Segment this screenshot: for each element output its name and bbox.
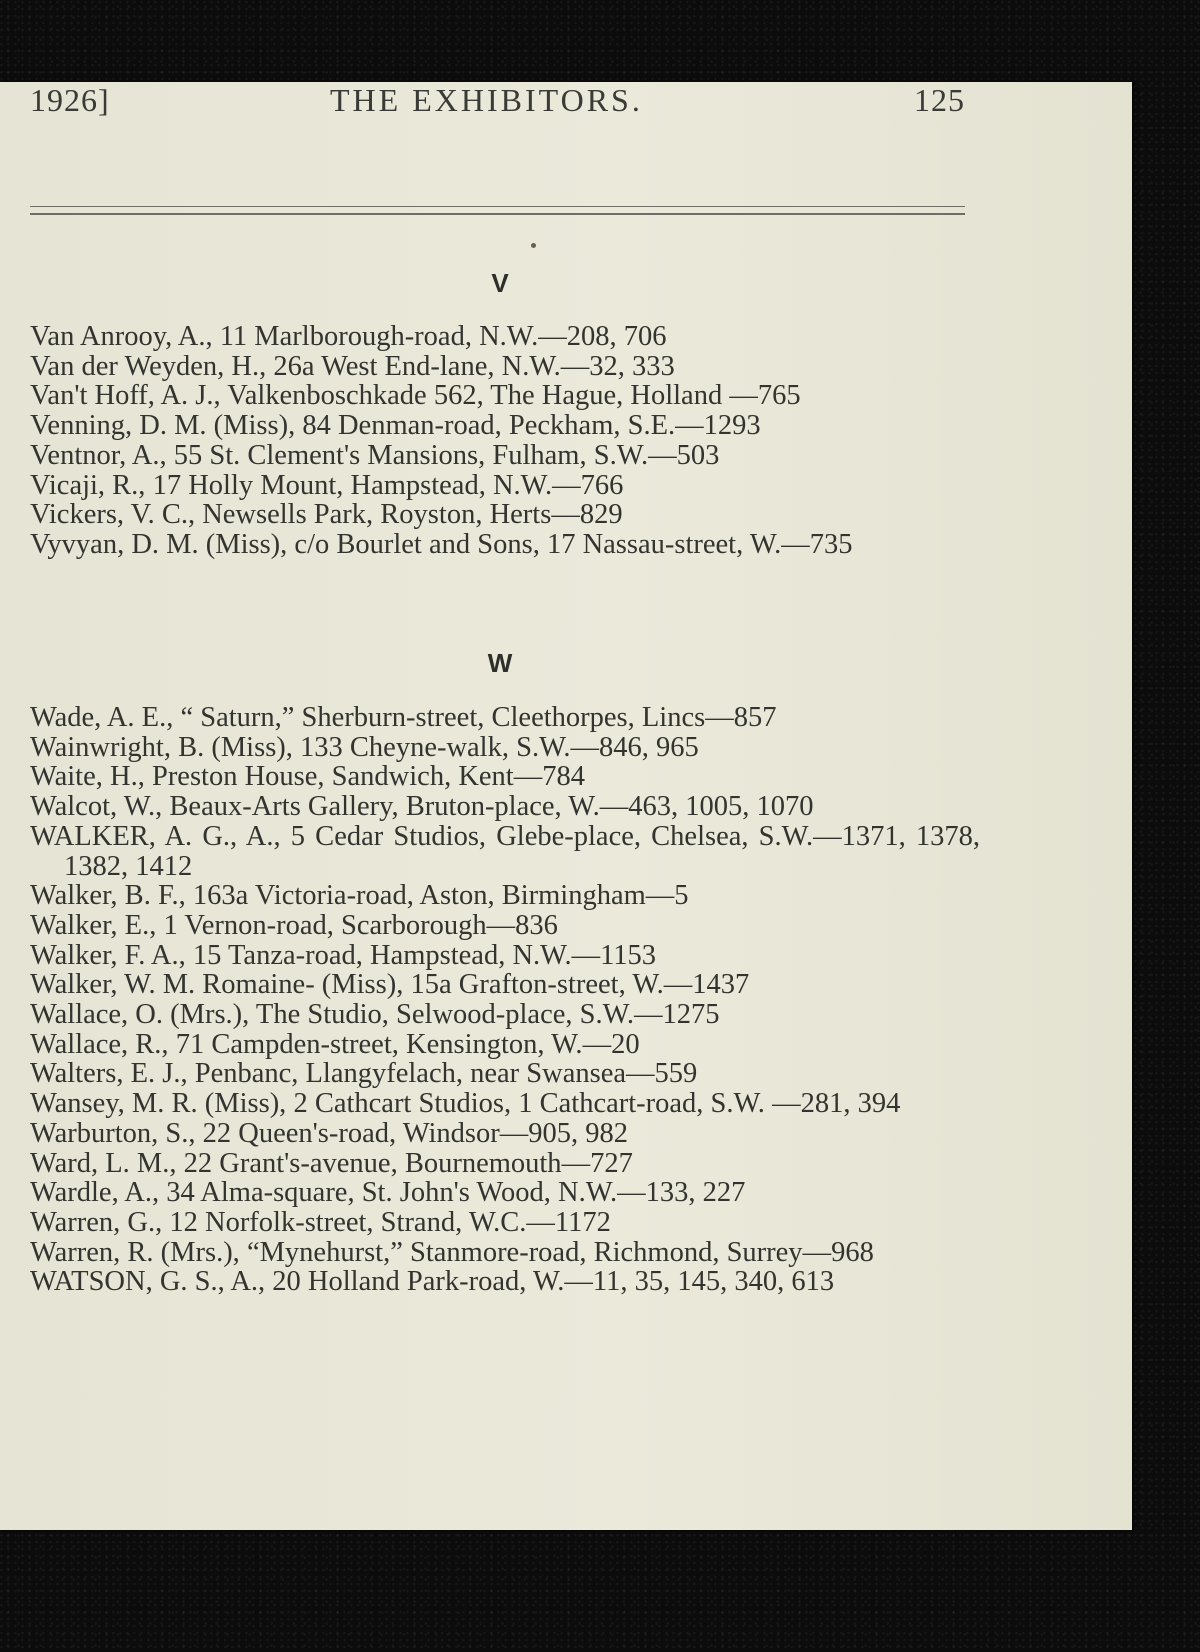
exhibitor-name: Warren, R. (Mrs.), bbox=[30, 1236, 240, 1268]
exhibitor-name: Ward, L. M., bbox=[30, 1147, 177, 1179]
list-item bbox=[30, 411, 980, 441]
page-title: THE EXHIBITORS. bbox=[330, 82, 643, 118]
exhibitor-name: Ventnor, A., bbox=[30, 439, 167, 471]
list-item bbox=[30, 762, 980, 792]
list-item bbox=[30, 911, 980, 941]
exhibitor-address: 55 St. Clement's Mansions, Fulham, S.W. bbox=[166, 439, 649, 471]
exhibitor-address: 71 Campden-street, Kensington, W. bbox=[168, 1028, 583, 1060]
exhibit-numbers: —133, 227 bbox=[617, 1177, 746, 1209]
list-item bbox=[30, 822, 980, 881]
exhibit-numbers: —208, 706 bbox=[538, 321, 667, 352]
header-rule-thin bbox=[30, 206, 965, 207]
list-item bbox=[30, 1000, 980, 1030]
exhibitor-name: Vickers, V. C., bbox=[30, 499, 196, 531]
exhibitor-name: Vyvyan, D. M. (Miss), bbox=[30, 528, 288, 560]
exhibit-numbers: —735 bbox=[781, 528, 853, 560]
list-item bbox=[30, 1059, 980, 1089]
exhibitor-name: WALKER, A. G., A., bbox=[30, 820, 281, 852]
exhibitor-address: “ Saturn,” Sherburn-street, Cleethorpes, Lincs bbox=[173, 702, 706, 733]
exhibitor-name: Walker, E., bbox=[30, 909, 157, 941]
exhibit-numbers: —32, 333 bbox=[560, 350, 675, 382]
exhibitor-name: Warburton, S., bbox=[30, 1117, 196, 1149]
list-item bbox=[30, 881, 980, 911]
exhibitor-address: 22 Queen's-road, Windsor bbox=[195, 1117, 500, 1149]
section-letter-w: W bbox=[487, 648, 513, 678]
exhibitor-address: 34 Alma-square, St. John's Wood, N.W. bbox=[159, 1177, 618, 1209]
exhibitor-address: 133 Cheyne-walk, S.W. bbox=[292, 731, 571, 763]
exhibit-numbers: —968 bbox=[802, 1236, 874, 1268]
exhibitor-address: 163a Victoria-road, Aston, Birmingham bbox=[185, 880, 646, 912]
exhibit-numbers: —1153 bbox=[571, 939, 657, 971]
header-year: 1926] bbox=[30, 82, 110, 118]
exhibit-numbers: —281, 394 bbox=[772, 1088, 901, 1120]
exhibitor-name: Walters, E. J., bbox=[30, 1058, 188, 1090]
list-item bbox=[30, 703, 980, 733]
page-number: 125 bbox=[914, 82, 965, 118]
list-item bbox=[30, 500, 980, 530]
entry-list-v bbox=[30, 322, 980, 560]
header-rule-thick bbox=[30, 213, 965, 215]
exhibitor-address: 1 Vernon-road, Scarborough bbox=[156, 909, 487, 941]
exhibit-numbers: —1275 bbox=[634, 999, 720, 1031]
list-item bbox=[30, 1149, 980, 1179]
exhibit-numbers: —5 bbox=[645, 880, 689, 912]
exhibit-numbers: —727 bbox=[561, 1147, 633, 1179]
exhibitor-name: Wade, A. E., bbox=[30, 702, 174, 733]
exhibit-numbers: —836 bbox=[486, 909, 558, 941]
exhibitor-address: c/o Bourlet and Sons, 17 Nassau-street, W. bbox=[287, 528, 782, 560]
exhibitor-address: Penbanc, Llangyfelach, near Swansea bbox=[187, 1058, 626, 1090]
list-item bbox=[30, 970, 980, 1000]
exhibit-numbers: —765 bbox=[729, 380, 801, 412]
exhibitor-address: Valkenboschkade 562, The Hague, Holland bbox=[220, 380, 730, 412]
exhibit-numbers: —11, 35, 145, 340, 613 bbox=[564, 1266, 835, 1298]
list-item bbox=[30, 530, 980, 560]
exhibit-numbers: —20 bbox=[582, 1028, 640, 1060]
exhibitor-address: 84 Denman-road, Peckham, S.E. bbox=[295, 410, 676, 442]
list-item bbox=[30, 381, 980, 411]
list-item bbox=[30, 733, 980, 763]
list-item bbox=[30, 1178, 980, 1208]
list-item bbox=[30, 1267, 980, 1297]
exhibitor-name: Venning, D. M. (Miss), bbox=[30, 410, 296, 442]
exhibitor-address: 26a West End-lane, N.W. bbox=[266, 350, 561, 382]
list-item bbox=[30, 441, 980, 471]
list-item bbox=[30, 1119, 980, 1149]
exhibitor-name: Van't Hoff, A. J., bbox=[30, 380, 221, 412]
exhibitor-address: 20 Holland Park-road, W. bbox=[265, 1266, 565, 1298]
exhibitor-name: Walker, B. F., bbox=[30, 880, 186, 912]
exhibit-numbers: —463, 1005, 1070 bbox=[599, 791, 814, 823]
list-item bbox=[30, 792, 980, 822]
exhibitor-address: 17 Holly Mount, Hampstead, N.W. bbox=[145, 469, 553, 501]
exhibitor-name: Vicaji, R., bbox=[30, 469, 146, 501]
exhibitor-name: Walker, F. A., bbox=[30, 939, 186, 971]
list-item bbox=[30, 1030, 980, 1060]
list-item bbox=[30, 352, 980, 382]
list-item bbox=[30, 941, 980, 971]
exhibitor-address: 2 Cathcart Studios, 1 Cathcart-road, S.W. bbox=[286, 1088, 773, 1120]
exhibitor-address: Beaux-Arts Gallery, Bruton-place, W. bbox=[162, 791, 600, 823]
list-item bbox=[30, 1208, 980, 1238]
exhibit-numbers: —1437 bbox=[663, 969, 750, 1001]
exhibitor-address: 22 Grant's-avenue, Bournemouth bbox=[176, 1147, 562, 1179]
exhibit-numbers: —503 bbox=[648, 439, 720, 471]
exhibitor-name: Walker, W. M. Romaine- (Miss), bbox=[30, 969, 404, 1001]
exhibitor-address: 11 Marlborough-road, N.W. bbox=[212, 321, 539, 352]
exhibit-numbers: —829 bbox=[551, 499, 623, 531]
exhibitor-address: 15 Tanza-road, Hampstead, N.W. bbox=[185, 939, 572, 971]
exhibit-numbers: —784 bbox=[513, 761, 585, 793]
exhibitor-address: Preston House, Sandwich, Kent bbox=[144, 761, 514, 793]
exhibitor-name: Wardle, A., bbox=[30, 1177, 160, 1209]
exhibitor-address: Newsells Park, Royston, Herts bbox=[195, 499, 552, 531]
exhibitor-name: Warren, G., bbox=[30, 1206, 163, 1238]
section-letter-v: V bbox=[491, 268, 509, 298]
list-item bbox=[30, 471, 980, 501]
exhibit-numbers: —857 bbox=[705, 702, 777, 733]
exhibitor-name: Wainwright, B. (Miss), bbox=[30, 731, 293, 763]
exhibitor-name: Van der Weyden, H., bbox=[30, 350, 267, 382]
ink-speck bbox=[531, 243, 536, 248]
exhibit-numbers: —905, 982 bbox=[499, 1117, 629, 1149]
exhibitor-name: Van Anrooy, A., bbox=[30, 321, 213, 352]
exhibit-numbers: —1371, 1378, 1382, 1412 bbox=[64, 820, 980, 882]
list-item bbox=[30, 1238, 980, 1268]
exhibitor-name: Walcot, W., bbox=[30, 791, 163, 823]
exhibitor-address: 15a Grafton-street, W. bbox=[403, 969, 664, 1001]
list-item bbox=[30, 1089, 980, 1119]
exhibit-numbers: —846, 965 bbox=[570, 731, 699, 763]
exhibitor-name: Wansey, M. R. (Miss), bbox=[30, 1088, 287, 1120]
exhibit-numbers: —1293 bbox=[675, 410, 761, 442]
exhibitor-name: Wallace, O. (Mrs.), bbox=[30, 999, 250, 1031]
exhibitor-address: “Mynehurst,” Stanmore-road, Richmond, Surrey bbox=[239, 1236, 803, 1268]
exhibit-numbers: —1172 bbox=[526, 1206, 611, 1238]
entry-list-w bbox=[30, 703, 980, 1297]
running-head bbox=[30, 82, 965, 122]
exhibitor-address: 5 Cedar Studios, Glebe-place, Chelsea, S.W. bbox=[280, 820, 814, 852]
exhibit-numbers: —766 bbox=[552, 469, 624, 501]
exhibitor-address: The Studio, Selwood-place, S.W. bbox=[249, 999, 635, 1031]
exhibit-numbers: —559 bbox=[626, 1058, 698, 1090]
exhibitor-name: WATSON, G. S., A., bbox=[30, 1266, 266, 1298]
exhibitor-address: 12 Norfolk-street, Strand, W.C. bbox=[162, 1206, 527, 1238]
exhibitor-name: Waite, H., bbox=[30, 761, 145, 793]
list-item bbox=[30, 322, 980, 352]
exhibitor-name: Wallace, R., bbox=[30, 1028, 169, 1060]
